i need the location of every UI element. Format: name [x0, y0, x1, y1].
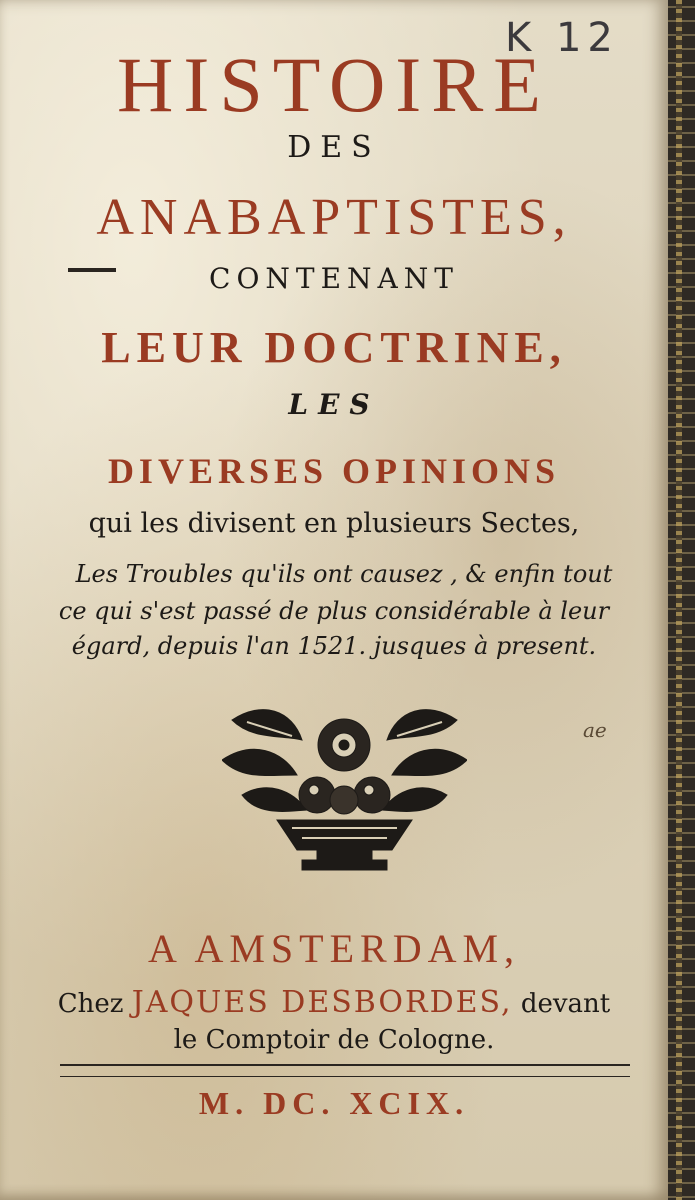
title-sectes: qui les divisent en plusieurs Sectes, — [88, 508, 580, 539]
imprint-devant: devant — [520, 989, 611, 1019]
imprint-address: le Comptoir de Cologne. — [173, 1025, 495, 1055]
title-contenant: CONTENANT — [209, 262, 459, 295]
imprint-rule-top — [60, 1064, 630, 1066]
title-doctrine: LEUR DOCTRINE, — [101, 323, 567, 372]
handwritten-shelfmark: K 12 — [505, 15, 619, 61]
book-title: HISTOIRE — [117, 41, 551, 128]
subtitle-line-1: Les Troubles qu'ils ont causez , & enfin tout — [75, 560, 613, 588]
margin-note: ae — [583, 718, 607, 742]
imprint-place: A AMSTERDAM, — [147, 926, 521, 971]
imprint-year: M. DC. XCIX. — [198, 1085, 470, 1121]
subtitle-line-3: égard, depuis l'an 1521. jusques à present. — [71, 632, 597, 660]
flower-basket-woodcut-icon — [222, 700, 467, 880]
title-opinions: DIVERSES OPINIONS — [107, 451, 561, 491]
subtitle-line-2: ce qui s'est passé de plus considérable à leur — [58, 597, 610, 625]
imprint-publisher: JAQUES DESBORDES, — [131, 985, 513, 1020]
imprint-chez: Chez — [57, 989, 124, 1019]
title-anabaptistes: ANABAPTISTES, — [96, 189, 572, 246]
title-des: DES — [287, 130, 381, 165]
imprint-rule-bottom — [60, 1076, 630, 1077]
imprint-publisher-line — [0, 985, 668, 1020]
book-spine-edge — [668, 0, 695, 1200]
title-les: LES — [288, 388, 380, 421]
